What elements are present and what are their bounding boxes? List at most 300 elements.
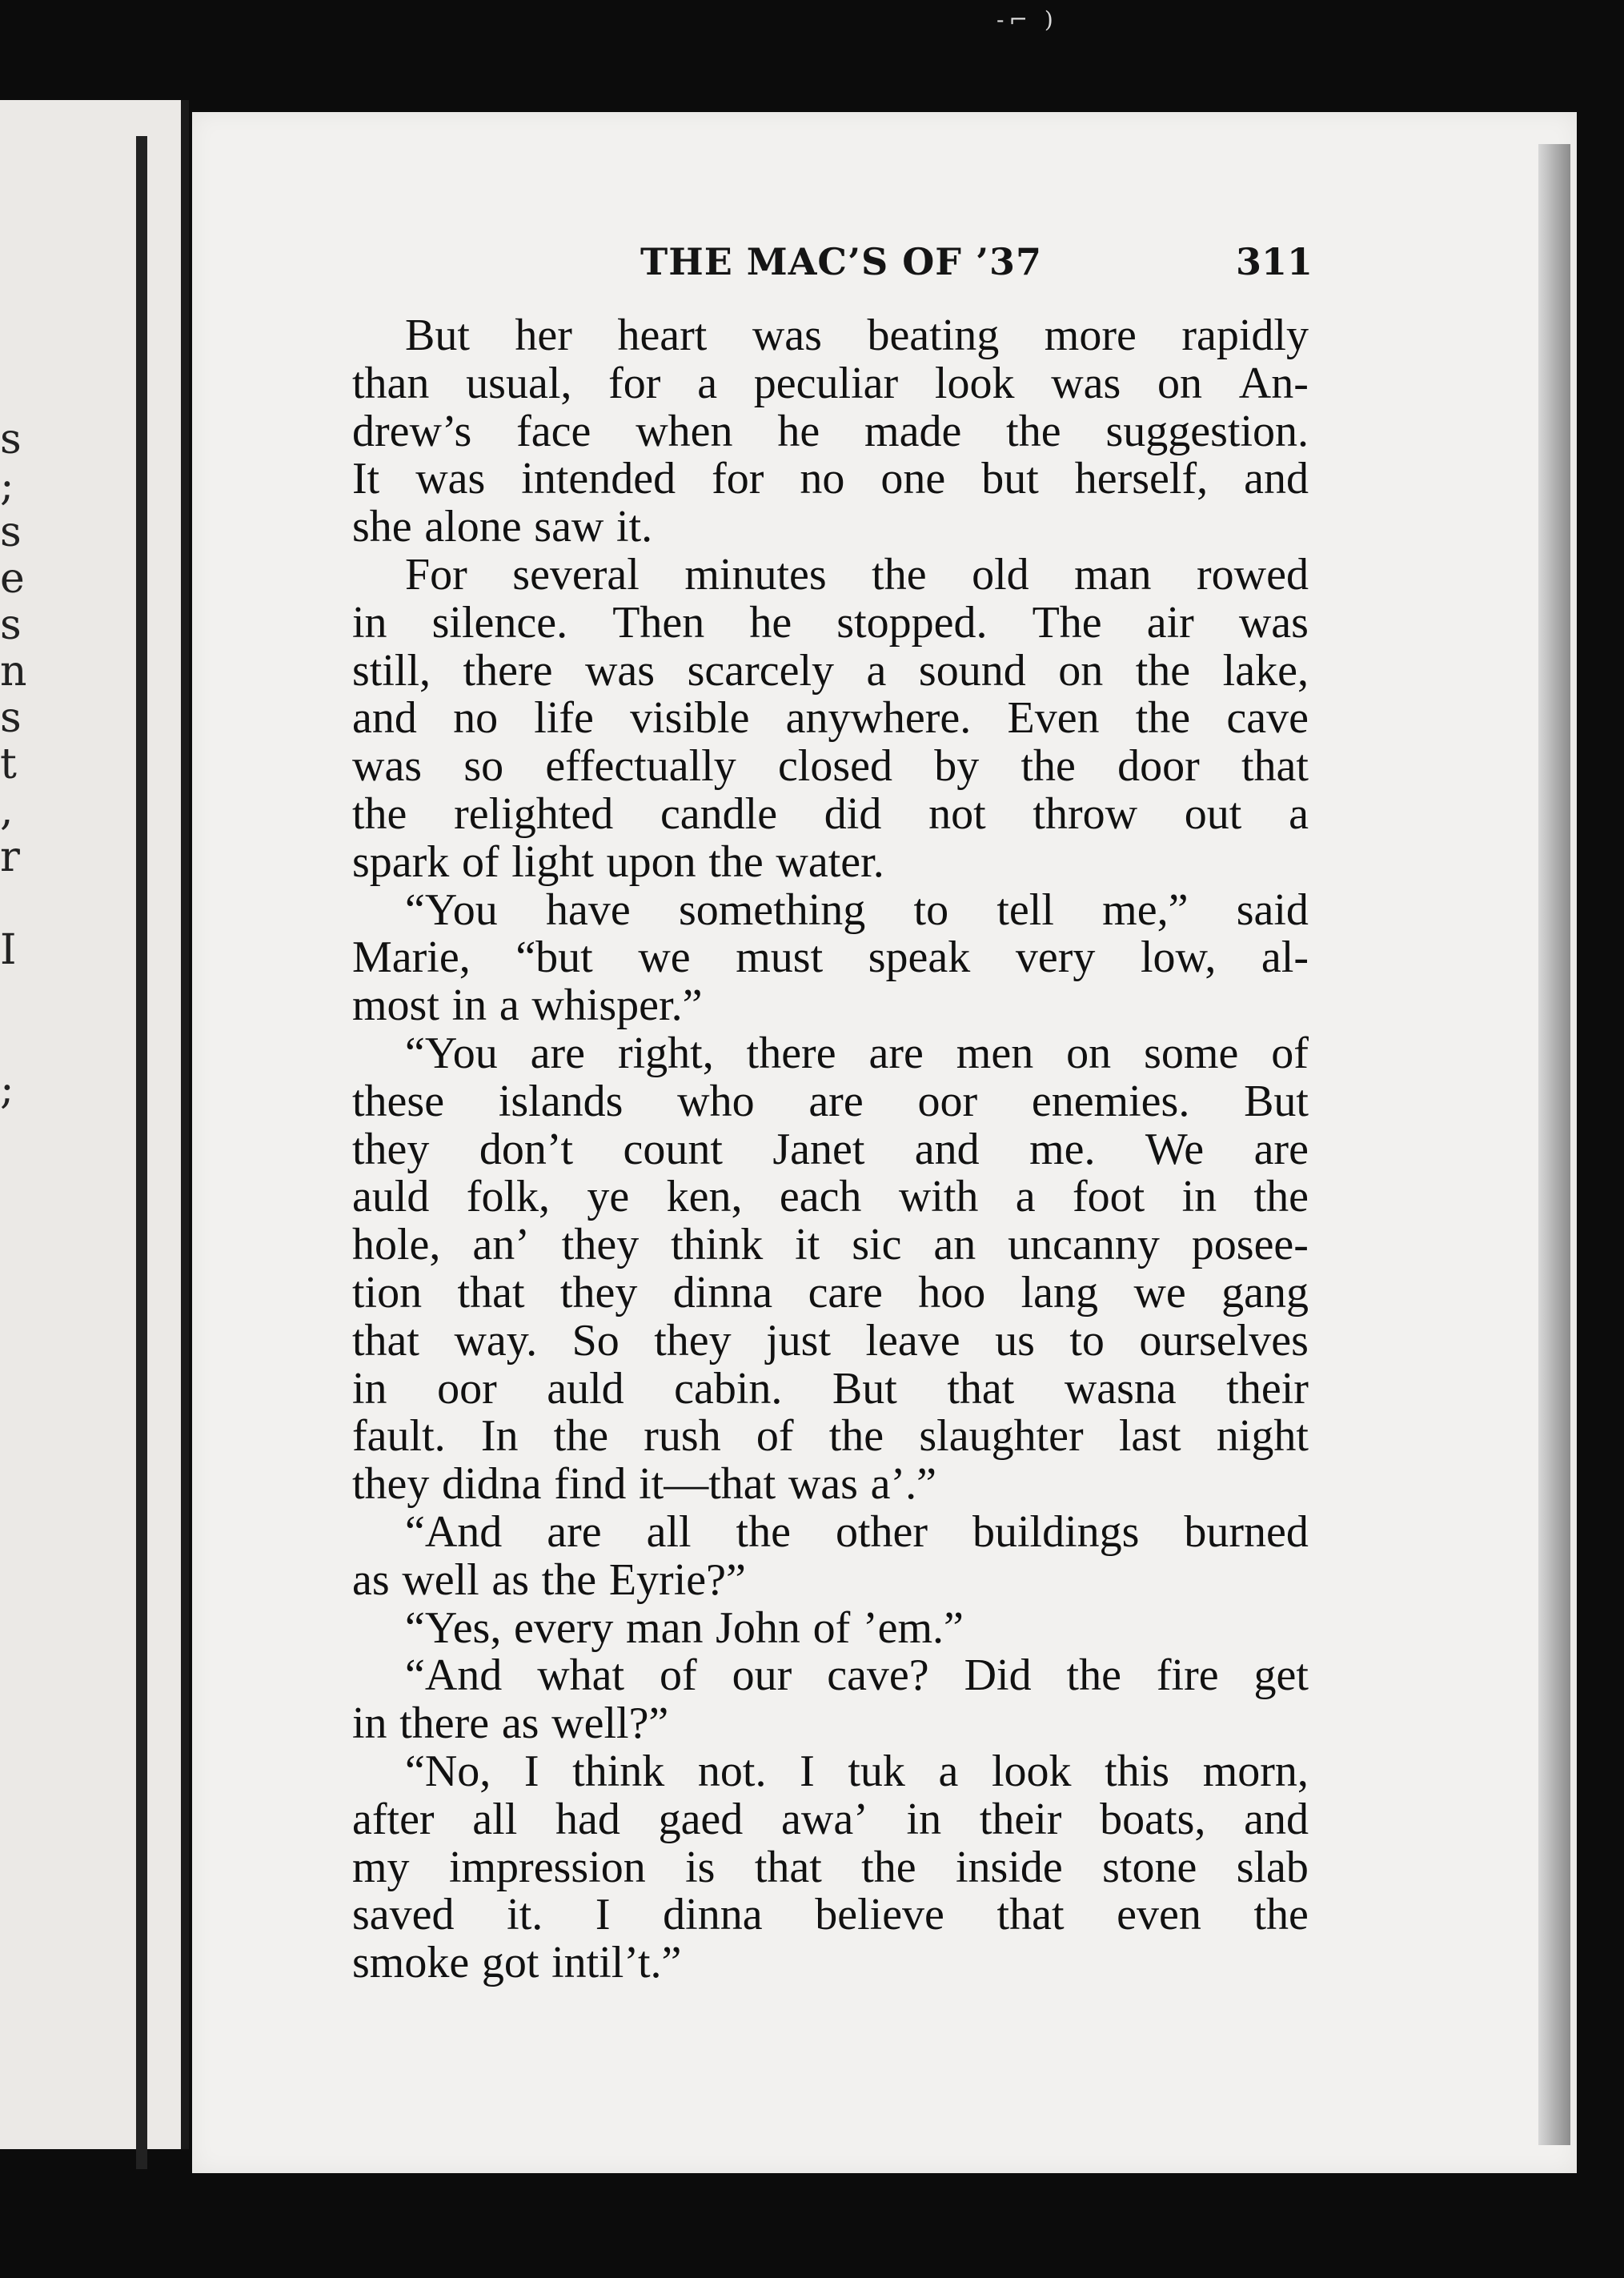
word: “No, (405, 1746, 491, 1796)
word: right, (617, 1028, 714, 1078)
word: air (1146, 597, 1194, 648)
word: each (779, 1172, 862, 1222)
word: for (712, 454, 764, 504)
word: this (1105, 1746, 1170, 1796)
facing-page-fragment: ; (0, 462, 14, 510)
word: no (800, 454, 845, 504)
word: Did (964, 1650, 1032, 1701)
text-line (352, 312, 1309, 360)
word: no (453, 693, 499, 744)
word: it—that (639, 1459, 776, 1510)
word: ’em.” (862, 1602, 964, 1653)
word: but (981, 454, 1039, 504)
word: ourselves (1139, 1315, 1309, 1366)
word: Then (612, 597, 705, 648)
word: was (788, 1459, 858, 1510)
text-line (352, 645, 1309, 696)
word: a (499, 981, 519, 1031)
word: an’ (472, 1220, 530, 1270)
facing-page-fragment: n (0, 648, 27, 696)
book-gutter (181, 100, 189, 2149)
word: the (1253, 1172, 1309, 1222)
word: the (1021, 741, 1076, 792)
word: that (996, 1890, 1065, 1940)
word: a (697, 358, 718, 408)
word: ye (587, 1172, 630, 1222)
word: Marie, (352, 932, 471, 983)
word: every (514, 1602, 614, 1653)
word: minutes (684, 549, 827, 600)
word: last (1118, 1411, 1181, 1462)
word: alone (424, 502, 522, 552)
word: was (352, 741, 423, 792)
word: the (1006, 406, 1061, 456)
word: effectually (545, 741, 736, 792)
word: stopped. (836, 597, 988, 648)
word: the (352, 788, 407, 839)
word: they (352, 1124, 430, 1174)
word: cave (1226, 693, 1309, 744)
word: in (906, 1794, 942, 1844)
word: think (671, 1220, 764, 1270)
text-line (352, 1461, 1309, 1509)
word: an (933, 1220, 976, 1270)
word: In (480, 1411, 519, 1462)
word: uncanny (1008, 1220, 1160, 1270)
word: visible (630, 693, 750, 744)
word: dinna (663, 1890, 763, 1940)
word: folk, (466, 1172, 551, 1222)
word: said (1236, 884, 1309, 935)
facing-page-fragments (0, 415, 27, 1113)
text-line (352, 1173, 1309, 1221)
word: was (1051, 358, 1121, 408)
word: most (352, 981, 439, 1031)
word: It (352, 454, 380, 504)
word: But (832, 1363, 897, 1414)
text-line (352, 1602, 1309, 1653)
word: was (415, 454, 486, 504)
word: believe (815, 1890, 944, 1940)
word: there (463, 645, 553, 696)
word: are (868, 1028, 924, 1078)
word: cabin. (674, 1363, 783, 1414)
word: that (1241, 741, 1309, 792)
word: are (1253, 1124, 1309, 1174)
word: had (555, 1794, 620, 1844)
word: don’t (479, 1124, 574, 1174)
word: after (352, 1794, 435, 1844)
word: one (880, 454, 946, 504)
word: a (938, 1746, 959, 1796)
word: silence. (431, 597, 568, 648)
scan-artifact: -⌐ ) (996, 6, 1058, 33)
word: islands (498, 1076, 624, 1126)
text-line (352, 1269, 1309, 1317)
word: gaed (658, 1794, 744, 1844)
word: all (472, 1794, 518, 1844)
text-line (352, 408, 1309, 456)
word: we (1133, 1267, 1186, 1317)
word: it (795, 1220, 820, 1270)
word: cave? (827, 1650, 929, 1701)
word: spark (352, 836, 450, 887)
word: closed (777, 741, 892, 792)
word: on (1066, 1028, 1112, 1078)
word: count (623, 1124, 723, 1174)
word: ken, (666, 1172, 743, 1222)
word: awa’ (781, 1794, 868, 1844)
word: intil’t.” (551, 1938, 682, 1988)
word: was (752, 311, 822, 360)
word: tuk (848, 1746, 905, 1796)
text-line (352, 743, 1309, 791)
word: get (1253, 1650, 1309, 1701)
text-line (352, 788, 1309, 839)
facing-page-fragment: s (0, 508, 22, 556)
word: relighted (454, 788, 614, 839)
word: sic (852, 1220, 902, 1270)
word: and (352, 693, 417, 744)
text-line (352, 1796, 1309, 1844)
word: find (554, 1459, 627, 1510)
word: smoke (352, 1938, 470, 1988)
word: I (523, 1746, 539, 1796)
word: me. (1029, 1124, 1096, 1174)
word: a’.” (870, 1459, 936, 1510)
word: We (1145, 1124, 1205, 1174)
body-text (352, 312, 1309, 1987)
word: well (402, 1554, 479, 1605)
word: hoo (918, 1267, 986, 1317)
word: door (1117, 741, 1200, 792)
word: Even (1007, 693, 1100, 744)
word: in (352, 1363, 387, 1414)
text-line (352, 1506, 1309, 1557)
word: inside (955, 1842, 1063, 1892)
word: for (608, 358, 661, 408)
word: care (808, 1267, 883, 1317)
word: the (736, 1506, 791, 1557)
text-line (352, 1221, 1309, 1269)
word: still, (352, 645, 431, 696)
facing-page-fragment: , (0, 787, 14, 835)
word: that (754, 1842, 822, 1892)
word: are (808, 1076, 864, 1126)
word: Eyrie?” (608, 1554, 746, 1605)
word: when (636, 406, 733, 456)
word: So (571, 1315, 620, 1366)
word: way. (454, 1315, 538, 1366)
facing-page-fragment: e (0, 555, 25, 603)
word: John (716, 1602, 800, 1653)
text-line (352, 551, 1309, 600)
text-line (352, 934, 1309, 982)
word: al- (1261, 932, 1309, 983)
facing-page-fragment (0, 880, 24, 927)
word: she (352, 502, 412, 552)
word: scarcely (687, 645, 835, 696)
text-line (352, 503, 1309, 551)
word: burned (1184, 1506, 1309, 1557)
facing-page-fragment: ; (0, 1065, 14, 1113)
text-line (352, 1652, 1309, 1700)
word: just (766, 1315, 832, 1366)
word: tell (996, 884, 1054, 935)
word: must (736, 932, 824, 983)
word: are (547, 1506, 602, 1557)
word: intended (521, 454, 676, 504)
word: it. (616, 502, 653, 552)
word: saw (534, 502, 604, 552)
word: herself, (1074, 454, 1209, 504)
word: low, (1140, 932, 1217, 983)
word: the (1253, 1890, 1309, 1940)
facing-page-fragment: s (0, 415, 22, 463)
word: speak (868, 932, 971, 983)
word: they (352, 1459, 430, 1510)
text-line (352, 360, 1309, 408)
text-line (352, 695, 1309, 743)
word: of (812, 1602, 851, 1653)
word: water. (776, 836, 884, 887)
word: the (708, 836, 764, 887)
word: The (1032, 597, 1102, 648)
word: whisper.” (531, 981, 703, 1031)
facing-page-fragment: s (0, 601, 22, 649)
word: lake, (1222, 645, 1309, 696)
word: anywhere. (785, 693, 972, 744)
word: as (501, 1698, 539, 1749)
word: throw (1033, 788, 1138, 839)
word: “You (405, 1028, 498, 1078)
word: not (928, 788, 986, 839)
word: the (1135, 693, 1191, 744)
facing-page-fragment (0, 973, 24, 1020)
text-line (352, 1939, 1309, 1987)
word: even (1117, 1890, 1201, 1940)
word: the (1135, 645, 1191, 696)
word: drew’s (352, 406, 472, 456)
word: think (572, 1746, 665, 1796)
word: But (405, 311, 470, 360)
word: “And (405, 1650, 503, 1701)
word: boats, (1100, 1794, 1206, 1844)
facing-page-sliver (0, 100, 189, 2149)
word: they (561, 1220, 640, 1270)
word: he (749, 597, 792, 648)
word: with (898, 1172, 979, 1222)
facing-page-fragment: s (0, 694, 22, 742)
word: I (595, 1890, 611, 1940)
word: and (1244, 454, 1309, 504)
word: is (685, 1842, 716, 1892)
word: we (638, 932, 691, 983)
word: morn, (1202, 1746, 1309, 1796)
word: slaughter (919, 1411, 1084, 1462)
word: posee- (1191, 1220, 1309, 1270)
word: leave (865, 1315, 960, 1366)
word: in (352, 1698, 387, 1749)
word: it. (507, 1890, 543, 1940)
word: rowed (1197, 549, 1309, 600)
word: several (512, 549, 640, 600)
page-right-edge (1538, 144, 1570, 2145)
word: all (646, 1506, 692, 1557)
word: the (1066, 1650, 1121, 1701)
word: look (991, 1746, 1072, 1796)
text-line (352, 1126, 1309, 1174)
text-line (352, 455, 1309, 503)
word: a (1015, 1172, 1036, 1222)
word: of (756, 1411, 794, 1462)
word: oor (917, 1076, 978, 1126)
word: “but (515, 932, 593, 983)
word: impression (448, 1842, 646, 1892)
word: wasna (1064, 1363, 1177, 1414)
word: But (1244, 1076, 1309, 1126)
word: and (914, 1124, 980, 1174)
text-line (352, 1363, 1309, 1414)
word: our (732, 1650, 792, 1701)
word: more (1044, 311, 1137, 360)
text-line (352, 1844, 1309, 1892)
word: some (1144, 1028, 1239, 1078)
text-line (352, 597, 1309, 648)
word: in (1181, 1172, 1217, 1222)
text-line (352, 1700, 1309, 1748)
word: got (481, 1938, 539, 1988)
word: auld (547, 1363, 624, 1414)
word: did (824, 788, 882, 839)
word: the (828, 1411, 884, 1462)
word: rapidly (1181, 311, 1309, 360)
word: “And (405, 1506, 503, 1557)
word: their (979, 1794, 1062, 1844)
word: auld (352, 1172, 430, 1222)
word: of (461, 836, 499, 887)
word: than (352, 358, 430, 408)
word: For (405, 549, 467, 600)
word: sound (918, 645, 1026, 696)
word: out (1184, 788, 1242, 839)
word: these (352, 1076, 445, 1126)
word: on (1058, 645, 1104, 696)
word: me,” (1102, 884, 1189, 935)
word: saved (352, 1890, 455, 1940)
word: that (947, 1363, 1015, 1414)
word: stone (1102, 1842, 1197, 1892)
word: men (956, 1028, 1034, 1078)
facing-page-fragment: t (0, 740, 17, 788)
facing-page-fragment: r (0, 833, 20, 881)
word: enemies. (1031, 1076, 1190, 1126)
word: “Yes, (405, 1602, 502, 1653)
word: there (746, 1028, 836, 1078)
word: night (1216, 1411, 1309, 1462)
word: fire (1156, 1650, 1219, 1701)
word: foot (1072, 1172, 1145, 1222)
text-line (352, 1317, 1309, 1366)
word: to (1069, 1315, 1105, 1366)
word: in (451, 981, 487, 1031)
word: they (654, 1315, 732, 1366)
page-left-edge (136, 136, 147, 2169)
word: that (352, 1315, 419, 1366)
word: as (491, 1554, 530, 1605)
word: look (934, 358, 1015, 408)
word: the (872, 549, 927, 600)
text-line (352, 1891, 1309, 1939)
word: oor (437, 1363, 497, 1414)
word: tion (352, 1267, 423, 1317)
word: other (835, 1506, 928, 1557)
word: us (995, 1315, 1035, 1366)
word: have (545, 884, 631, 935)
word: dinna (672, 1267, 773, 1317)
word: very (1015, 932, 1096, 983)
text-line (352, 1748, 1309, 1796)
word: An- (1238, 358, 1309, 408)
word: buildings (972, 1506, 1140, 1557)
word: not. (697, 1746, 767, 1796)
word: what (537, 1650, 625, 1701)
word: fault. (352, 1411, 446, 1462)
word: life (534, 693, 594, 744)
page-number: 311 (1235, 240, 1313, 283)
running-title: THE MAC’S OF ’37 (640, 240, 1043, 283)
word: well?” (551, 1698, 669, 1749)
word: a (866, 645, 887, 696)
word: light (511, 836, 594, 887)
word: suggestion. (1105, 406, 1309, 456)
word: so (463, 741, 504, 792)
word: I (800, 1746, 815, 1796)
word: beating (867, 311, 1000, 360)
word: of (660, 1650, 697, 1701)
facing-page-fragment: I (0, 926, 17, 974)
word: lang (1021, 1267, 1099, 1317)
word: Janet (772, 1124, 865, 1174)
text-line (352, 1413, 1309, 1461)
word: to (913, 884, 949, 935)
word: her (515, 311, 572, 360)
word: slab (1236, 1842, 1309, 1892)
word: their (1226, 1363, 1309, 1414)
word: by (934, 741, 980, 792)
word: upon (606, 836, 696, 887)
text-line (352, 884, 1309, 935)
word: the (541, 1554, 597, 1605)
text-line (352, 836, 1309, 887)
word: was (584, 645, 656, 696)
word: rush (644, 1411, 721, 1462)
text-line (352, 982, 1309, 1030)
word: something (678, 884, 866, 935)
word: candle (660, 788, 778, 839)
word: my (352, 1842, 410, 1892)
word: “You (405, 884, 498, 935)
word: face (516, 406, 591, 456)
word: man (1074, 549, 1152, 600)
word: man (626, 1602, 704, 1653)
word: peculiar (753, 358, 899, 408)
text-line (352, 1078, 1309, 1126)
word: and (1244, 1794, 1309, 1844)
word: that (457, 1267, 525, 1317)
word: the (553, 1411, 609, 1462)
text-line (352, 1030, 1309, 1078)
